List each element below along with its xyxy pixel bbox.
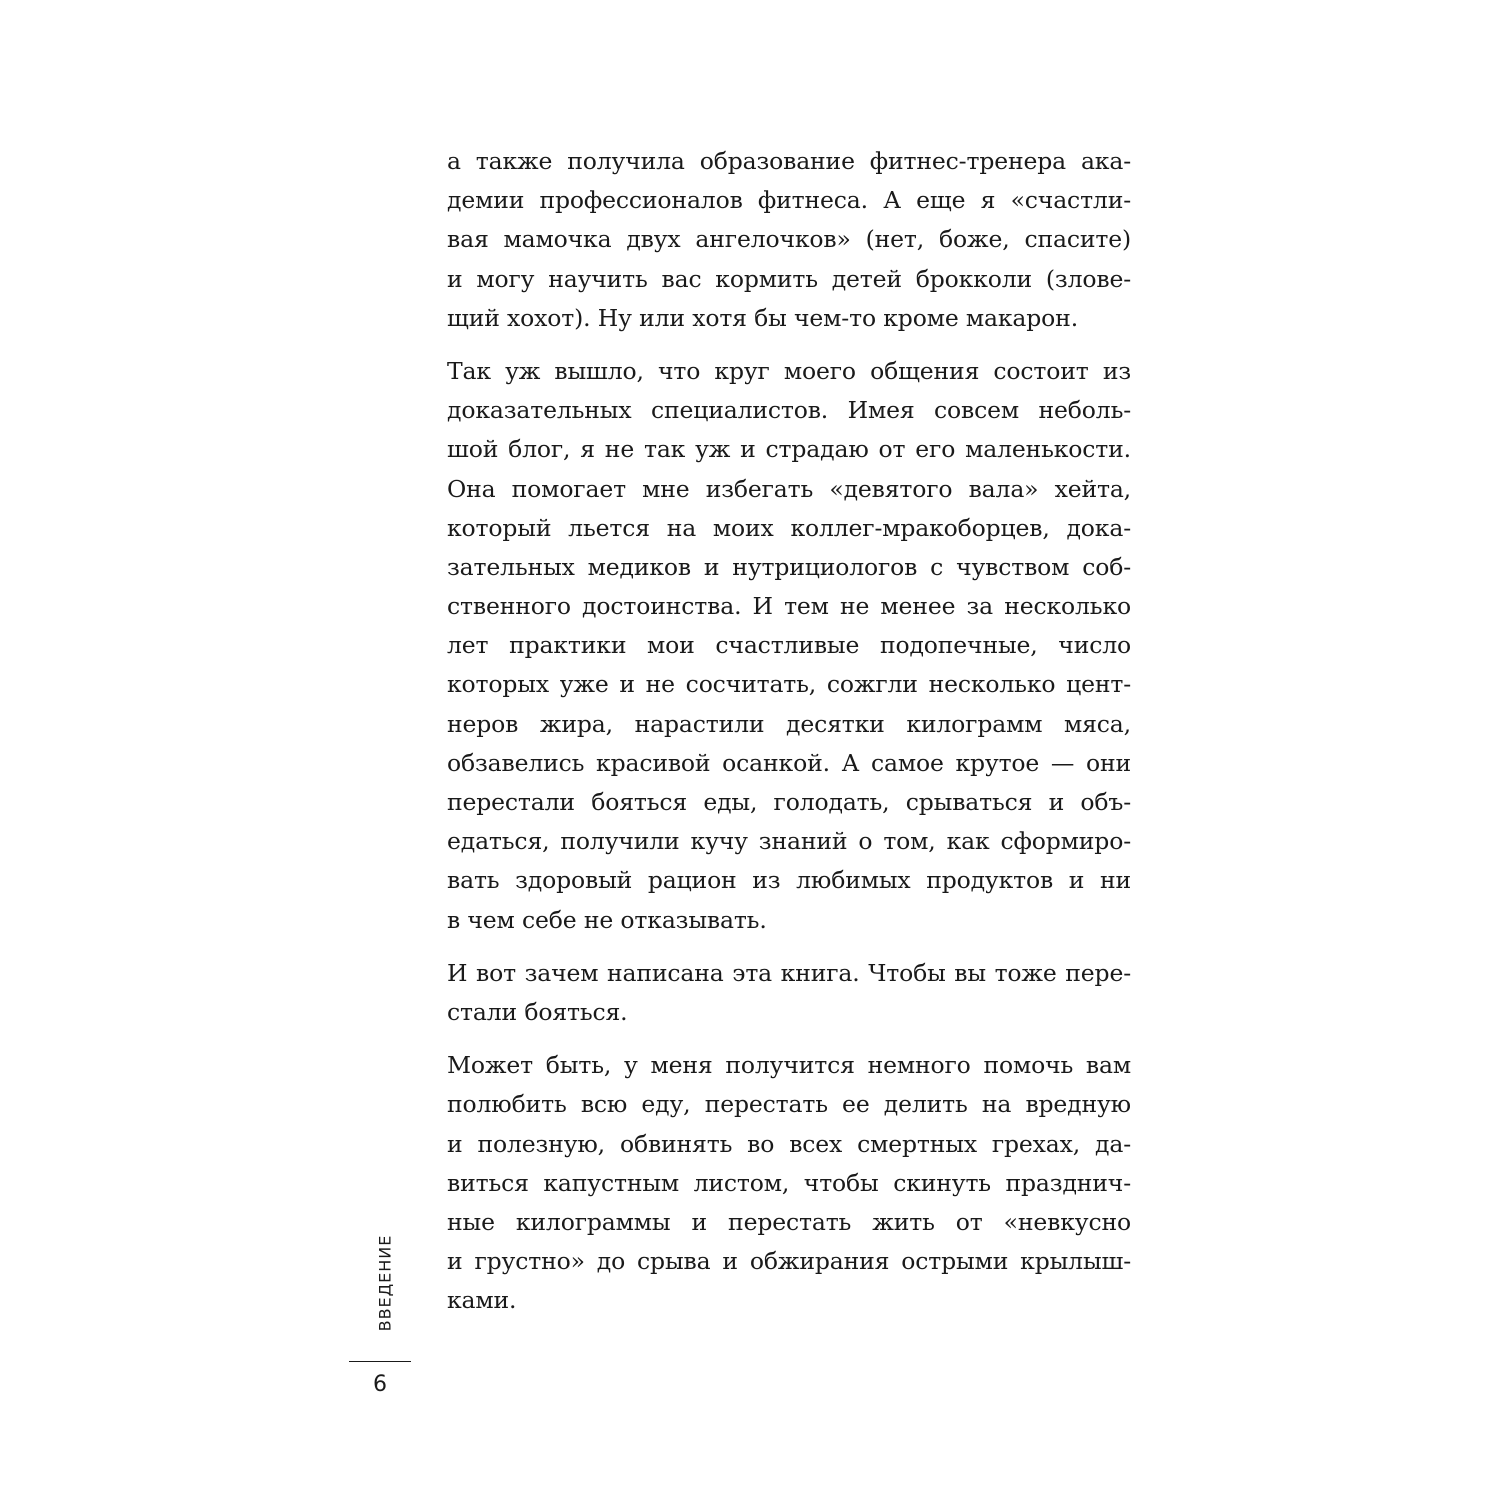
text-line: ные килограммы и перестать жить от «невкусно <box>447 1207 1131 1236</box>
text-line: вать здоровый рацион из любимых продуктов и ни <box>447 866 1131 895</box>
text-line: и полезную, обвинять во всех смертных грехах, да- <box>447 1129 1131 1158</box>
text-line: доказательных специалистов. Имея совсем неболь- <box>447 396 1131 425</box>
text-line: и могу научить вас кормить детей брокколи (злове- <box>447 264 1131 293</box>
text-line: ками. <box>447 1286 517 1315</box>
text-line: которых уже и не сосчитать, сожгли несколько цент- <box>447 670 1131 699</box>
paragraph-1 <box>447 142 1131 338</box>
text-line: Так уж вышло, что круг моего общения состоит из <box>447 356 1131 385</box>
text-line: полюбить всю еду, перестать ее делить на вредную <box>447 1090 1131 1119</box>
text-line: вая мамочка двух ангелочков» (нет, боже, спасите) <box>447 225 1131 254</box>
paragraph-4 <box>447 1046 1131 1320</box>
text-line: И вот зачем написана эта книга. Чтобы вы тоже пере- <box>447 958 1131 987</box>
text-line: виться капустным листом, чтобы скинуть празднич- <box>447 1168 1131 1197</box>
text-line: зательных медиков и нутрициологов с чувством соб- <box>447 552 1131 581</box>
text-line: шой блог, я не так уж и страдаю от его маленькости. <box>447 435 1131 464</box>
paragraph-3 <box>447 954 1131 1032</box>
page-number: 6 <box>373 1372 387 1397</box>
text-line: лет практики мои счастливые подопечные, число <box>447 631 1131 660</box>
text-line: щий хохот). Ну или хотя бы чем-то кроме макарон. <box>447 303 1079 332</box>
text-line: в чем себе не отказывать. <box>447 905 767 934</box>
body-text <box>447 142 1131 1334</box>
running-head-text: ВВЕДЕНИЕ <box>375 1234 395 1332</box>
text-line: и грустно» до срыва и обжирания острыми крылыш- <box>447 1247 1131 1276</box>
text-line: Она помогает мне избегать «девятого вала» хейта, <box>447 474 1131 503</box>
text-line: а также получила образование фитнес-тренера ака- <box>447 147 1131 175</box>
folio-divider <box>349 1361 411 1362</box>
text-line: демии профессионалов фитнеса. А еще я «счастли- <box>447 186 1131 215</box>
text-line: ственного достоинства. И тем не менее за несколько <box>447 592 1131 621</box>
text-line: едаться, получили кучу знаний о том, как сформиро- <box>447 827 1131 856</box>
text-line: обзавелись красивой осанкой. А самое крутое — они <box>447 748 1131 777</box>
text-line: стали бояться. <box>447 997 628 1026</box>
text-line: неров жира, нарастили десятки килограмм мяса, <box>447 709 1131 738</box>
text-line: который льется на моих коллег-мракоборцев, дока- <box>447 513 1131 542</box>
text-line: перестали бояться еды, голодать, срываться и объ- <box>447 788 1131 816</box>
text-line: Может быть, у меня получится немного помочь вам <box>447 1051 1131 1080</box>
paragraph-2 <box>447 352 1131 940</box>
running-head <box>355 1228 415 1338</box>
